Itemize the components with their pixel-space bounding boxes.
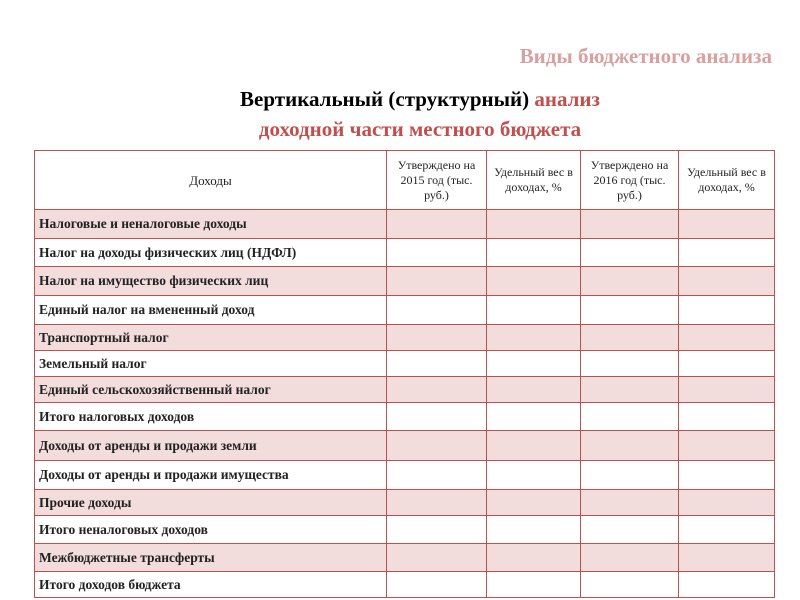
header-approved-2015: Утверждено на 2015 год (тыс. руб.) xyxy=(387,151,487,210)
header-share-2015: Удельный вес в доходах, % xyxy=(487,151,581,210)
section-header: Виды бюджетного анализа xyxy=(519,44,772,68)
table-row xyxy=(35,490,775,516)
table-cell[interactable] xyxy=(581,377,679,403)
table-cell[interactable] xyxy=(387,325,487,351)
table-cell[interactable] xyxy=(679,210,775,239)
table-cell[interactable] xyxy=(581,516,679,544)
table-cell[interactable] xyxy=(581,431,679,461)
table-cell[interactable] xyxy=(387,403,487,431)
table-cell[interactable] xyxy=(387,490,487,516)
table-cell[interactable] xyxy=(387,296,487,325)
table-row xyxy=(35,403,775,431)
title-part-2: анализ xyxy=(534,87,600,111)
table-row xyxy=(35,431,775,461)
table-cell[interactable] xyxy=(487,239,581,267)
table-cell[interactable] xyxy=(487,267,581,296)
table-cell[interactable] xyxy=(487,325,581,351)
table-cell[interactable] xyxy=(487,516,581,544)
table-cell[interactable] xyxy=(679,296,775,325)
table-cell[interactable] xyxy=(487,490,581,516)
table-cell[interactable] xyxy=(679,403,775,431)
table-cell[interactable] xyxy=(387,461,487,490)
table-cell[interactable] xyxy=(387,516,487,544)
table-cell[interactable] xyxy=(581,239,679,267)
table-cell[interactable] xyxy=(679,490,775,516)
table-cell[interactable] xyxy=(581,490,679,516)
table-row xyxy=(35,325,775,351)
table-cell[interactable] xyxy=(387,239,487,267)
row-label: Прочие доходы xyxy=(35,490,387,516)
row-label: Налог на имущество физических лиц xyxy=(35,267,387,296)
table-row xyxy=(35,377,775,403)
row-label: Налоговые и неналоговые доходы xyxy=(35,210,387,239)
table-cell[interactable] xyxy=(487,544,581,572)
table-cell[interactable] xyxy=(581,544,679,572)
table-cell[interactable] xyxy=(679,461,775,490)
table-row xyxy=(35,267,775,296)
table-cell[interactable] xyxy=(679,431,775,461)
table-row xyxy=(35,296,775,325)
table-cell[interactable] xyxy=(387,351,487,377)
header-share-2016: Удельный вес в доходах, % xyxy=(679,151,775,210)
title-line-2: доходной части местного бюджета xyxy=(258,117,582,141)
table-cell[interactable] xyxy=(679,239,775,267)
table-row xyxy=(35,516,775,544)
table-cell[interactable] xyxy=(387,431,487,461)
table-row xyxy=(35,351,775,377)
table-cell[interactable] xyxy=(679,351,775,377)
table-cell[interactable] xyxy=(581,403,679,431)
title-part-1: Вертикальный (структурный) xyxy=(240,87,530,111)
table-cell[interactable] xyxy=(487,296,581,325)
table-cell[interactable] xyxy=(581,351,679,377)
row-label: Итого неналоговых доходов xyxy=(35,516,387,544)
table-cell[interactable] xyxy=(487,210,581,239)
row-label: Единый сельскохозяйственный налог xyxy=(35,377,387,403)
table-row xyxy=(35,572,775,598)
table-cell[interactable] xyxy=(581,210,679,239)
income-table xyxy=(34,150,775,598)
table-cell[interactable] xyxy=(487,461,581,490)
table-cell[interactable] xyxy=(487,431,581,461)
table-cell[interactable] xyxy=(679,516,775,544)
header-income: Доходы xyxy=(35,151,387,210)
table-cell[interactable] xyxy=(581,572,679,598)
row-label: Межбюджетные трансферты xyxy=(35,544,387,572)
table-cell[interactable] xyxy=(487,572,581,598)
table-row xyxy=(35,544,775,572)
table-row xyxy=(35,239,775,267)
row-label: Единый налог на вмененный доход xyxy=(35,296,387,325)
table-cell[interactable] xyxy=(581,296,679,325)
table-header-row xyxy=(35,151,775,210)
table-cell[interactable] xyxy=(581,267,679,296)
table-cell[interactable] xyxy=(487,351,581,377)
table-cell[interactable] xyxy=(387,544,487,572)
header-approved-2016: Утверждено на 2016 год (тыс. руб.) xyxy=(581,151,679,210)
table-cell[interactable] xyxy=(387,572,487,598)
table-cell[interactable] xyxy=(679,572,775,598)
row-label: Налог на доходы физических лиц (НДФЛ) xyxy=(35,239,387,267)
table-cell[interactable] xyxy=(487,403,581,431)
table-cell[interactable] xyxy=(387,377,487,403)
table-cell[interactable] xyxy=(487,377,581,403)
table-row xyxy=(35,461,775,490)
table-cell[interactable] xyxy=(387,267,487,296)
page-title xyxy=(0,84,800,144)
table-cell[interactable] xyxy=(679,325,775,351)
table-cell[interactable] xyxy=(679,544,775,572)
table-cell[interactable] xyxy=(387,210,487,239)
row-label: Итого доходов бюджета xyxy=(35,572,387,598)
row-label: Доходы от аренды и продажи имущества xyxy=(35,461,387,490)
table-cell[interactable] xyxy=(679,267,775,296)
table-cell[interactable] xyxy=(581,325,679,351)
row-label: Итого налоговых доходов xyxy=(35,403,387,431)
row-label: Доходы от аренды и продажи земли xyxy=(35,431,387,461)
table-row xyxy=(35,210,775,239)
row-label: Транспортный налог xyxy=(35,325,387,351)
table-cell[interactable] xyxy=(581,461,679,490)
table-cell[interactable] xyxy=(679,377,775,403)
row-label: Земельный налог xyxy=(35,351,387,377)
